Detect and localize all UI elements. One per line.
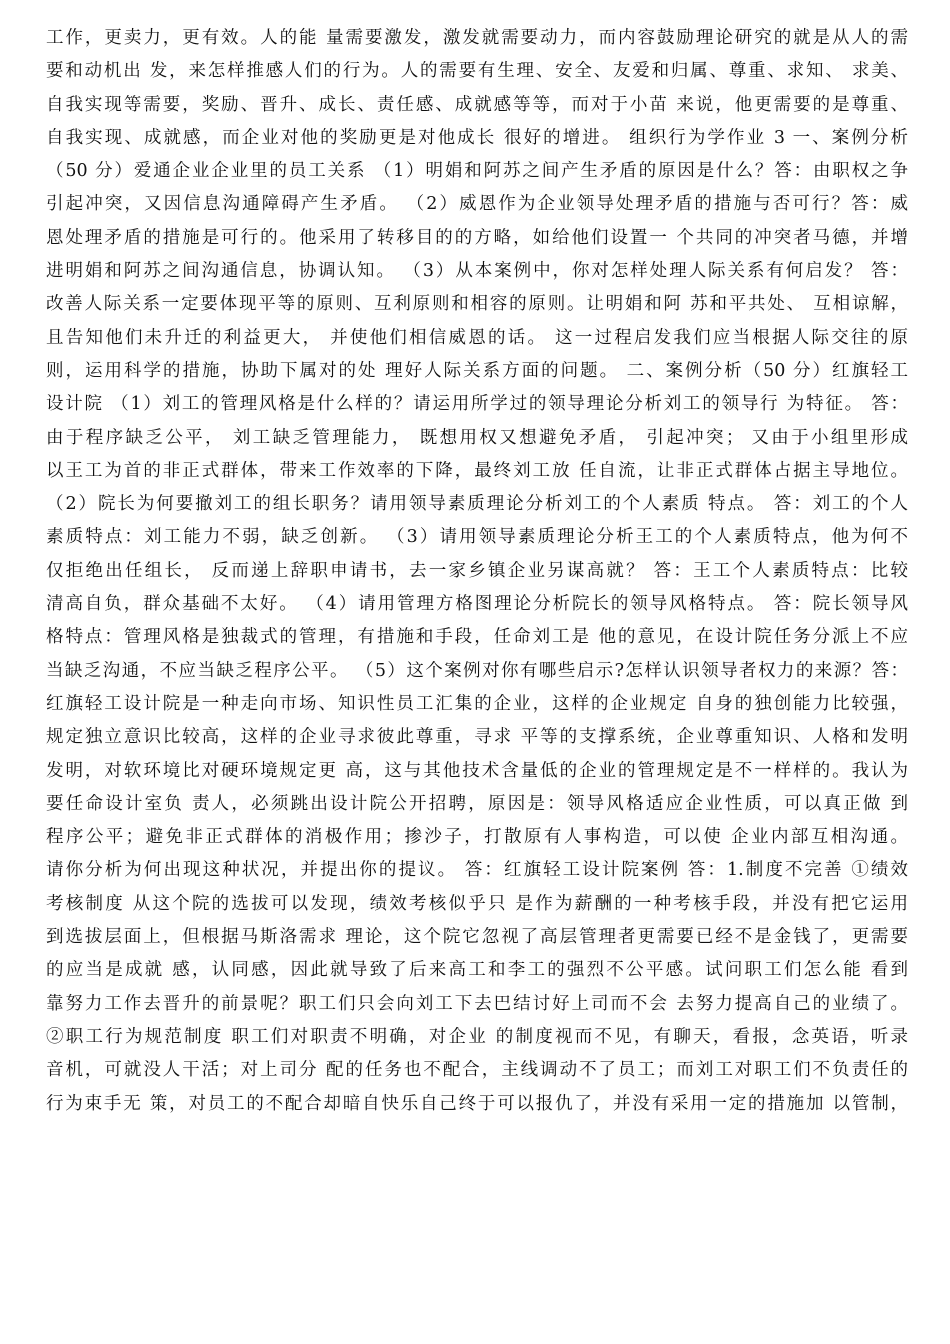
text-line: 进明娟和阿苏之间沟通信息，协调认知。 （3）从本案例中，你对怎样处理人际关系有何启发？ 答： (46, 261, 908, 282)
text-line: 改善人际关系一定要体现平等的原则、互利原则和相容的原则。让明娟和阿 苏和平共处、 互相谅解， (46, 294, 908, 315)
text-line: 清高自负，群众基础不太好。 （4）请用管理方格图理论分析院长的领导风格特点。 答：院长领导风 (46, 594, 908, 615)
text-line: 到选拔层面上，但根据马斯洛需求 理论，这个院它忽视了高层管理者更需要已经不是金钱了，更需要 (46, 927, 908, 948)
text-line: （50 分）爱通企业企业里的员工关系 （1）明娟和阿苏之间产生矛盾的原因是什么？答：由职权之争 (46, 161, 908, 182)
text-line: 考核制度 从这个院的选拔可以发现，绩效考核似乎只 是作为薪酬的一种考核手段，并没有把它运用 (46, 893, 908, 914)
text-line: 靠努力工作去晋升的前景呢？职工们只会向刘工下去巴结讨好上司而不会 去努力提高自己的业绩了。 (46, 993, 908, 1014)
text-line: ②职工行为规范制度 职工们对职责不明确，对企业 的制度视而不见，有聊天，看报，念英语，听录 (46, 1026, 908, 1047)
text-line: 规定独立意识比较高，这样的企业寻求彼此尊重，寻求 平等的支撑系统，企业尊重知识、人格和发明 (46, 727, 908, 748)
text-line: 请你分析为何出现这种状况，并提出你的提议。 答：红旗轻工设计院案例 答：1.制度不完善 ①绩效 (46, 860, 908, 881)
text-line: 自我实现、成就感，而企业对他的奖励更是对他成长 很好的增进。 组织行为学作业 3 一、案例分析 (46, 127, 908, 148)
text-line: 且告知他们未升迁的利益更大， 并使他们相信威恩的话。 这一过程启发我们应当根据人际交往的原 (46, 327, 908, 348)
text-line: 红旗轻工设计院是一种走向市场、知识性员工汇集的企业，这样的企业规定 自身的独创能力比较强， (46, 693, 908, 714)
text-line: 要任命设计室负 责人，必须跳出设计院公开招聘，原因是：领导风格适应企业性质，可以真正做 到 (46, 793, 908, 814)
text-line: 设计院 （1）刘工的管理风格是什么样的？请运用所学过的领导理论分析刘工的领导行 为特征。 答： (46, 394, 908, 415)
text-line: 素质特点：刘工能力不弱，缺乏创新。 （3）请用领导素质理论分析王工的个人素质特点，他为何不 (46, 527, 908, 548)
text-line: 音机，可就没人干活；对上司分 配的任务也不配合，主线调动不了员工；而刘工对职工们不负责任的 (46, 1060, 908, 1081)
text-line: 工作，更卖力，更有效。人的能 量需要激发，激发就需要动力，而内容鼓励理论研究的就是从人的需 (46, 28, 908, 48)
text-line: 仅拒绝出任组长， 反而递上辞职申请书，去一家乡镇企业另谋高就？ 答：王工个人素质特点：比较 (46, 560, 908, 581)
text-line: 发明，对软环境比对硬环境规定更 高，这与其他技术含量低的企业的管理规定是不一样样的。我认为 (46, 760, 908, 781)
text-line: 自我实现等需要，奖励、晋升、成长、责任感、成就感等等，而对于小苗 来说，他更需要的是尊重、 (46, 94, 908, 115)
text-line: 行为束手无 策，对员工的不配合却暗自快乐自己终于可以报仇了，并没有采用一定的措施加 以管制， (46, 1093, 908, 1114)
text-line: 格特点：管理风格是独裁式的管理，有措施和手段，任命刘工是 他的意见，在设计院任务分派上不应 (46, 627, 908, 648)
text-line: 当缺乏沟通，不应当缺乏程序公平。 （5）这个案例对你有哪些启示?怎样认识领导者权力的来源？答： (46, 660, 908, 681)
text-line: 恩处理矛盾的措施是可行的。他采用了转移目的的方略，如给他们设置一 个共同的冲突者马德，并增 (46, 227, 908, 248)
text-line: 的应当是成就 感，认同感，因此就导致了后来高工和李工的强烈不公平感。试问职工们怎么能 看到 (46, 960, 908, 981)
text-line: （2）院长为何要撤刘工的组长职务？请用领导素质理论分析刘工的个人素质 特点。 答：刘工的个人 (46, 494, 908, 515)
text-line: 则，运用科学的措施，协助下属对的处 理好人际关系方面的问题。 二、案例分析（50 分）红旗轻工 (46, 360, 908, 381)
text-line: 引起冲突，又因信息沟通障碍产生矛盾。 （2）威恩作为企业领导处理矛盾的措施与否可行？答：威 (46, 194, 908, 215)
document-page (46, 22, 908, 1121)
text-line: 以王工为首的非正式群体，带来工作效率的下降，最终刘工放 任自流，让非正式群体占据主导地位。 (46, 460, 908, 481)
text-line: 程序公平；避免非正式群体的消极作用；掺沙子，打散原有人事构造，可以使 企业内部互相沟通。 (46, 827, 908, 848)
text-line: 由于程序缺乏公平， 刘工缺乏管理能力， 既想用权又想避免矛盾， 引起冲突； 又由于小组里形成 (46, 427, 908, 448)
text-line: 要和动机出 发，来怎样推感人们的行为。人的需要有生理、安全、友爱和归属、尊重、求知、 求美、 (46, 61, 908, 82)
